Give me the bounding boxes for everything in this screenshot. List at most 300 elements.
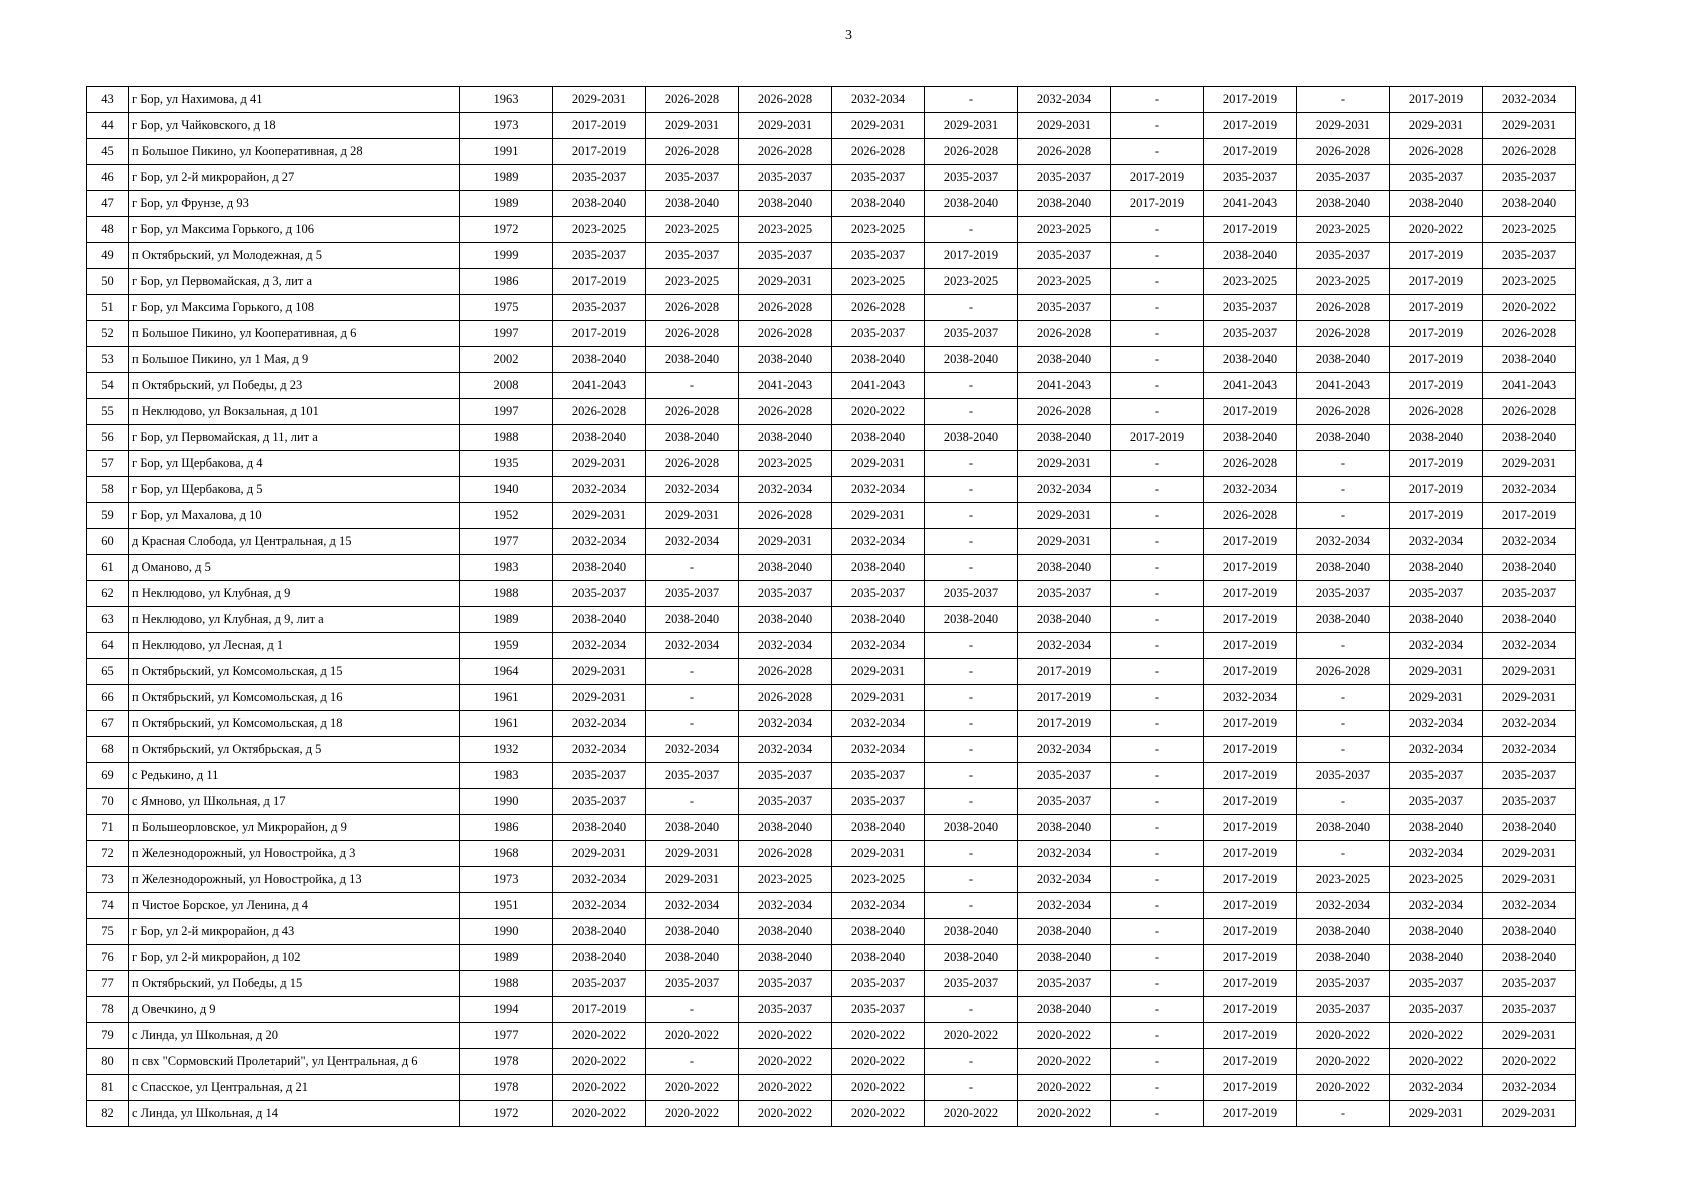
period-cell: 2032-2034 (553, 867, 646, 893)
period-cell: - (646, 373, 739, 399)
period-cell: - (1111, 87, 1204, 113)
period-cell: - (646, 555, 739, 581)
table-row (87, 893, 1576, 919)
period-cell: 2029-2031 (1483, 1023, 1576, 1049)
period-cell: 2026-2028 (1204, 503, 1297, 529)
period-cell: 2023-2025 (925, 269, 1018, 295)
row-number-cell: 56 (87, 425, 129, 451)
year-built-cell: 1999 (460, 243, 553, 269)
period-cell: 2041-2043 (1297, 373, 1390, 399)
period-cell: - (1297, 503, 1390, 529)
period-cell: 2035-2037 (553, 581, 646, 607)
period-cell: - (1297, 451, 1390, 477)
table-row (87, 1023, 1576, 1049)
period-cell: 2035-2037 (1018, 243, 1111, 269)
row-number-cell: 57 (87, 451, 129, 477)
address-cell: г Бор, ул Щербакова, д 5 (129, 477, 460, 503)
period-cell: 2029-2031 (1018, 503, 1111, 529)
period-cell: 2038-2040 (1018, 347, 1111, 373)
period-cell: - (925, 295, 1018, 321)
period-cell: 2017-2019 (1204, 893, 1297, 919)
address-cell: г Бор, ул 2-й микрорайон, д 102 (129, 945, 460, 971)
period-cell: 2038-2040 (646, 607, 739, 633)
period-cell: 2017-2019 (1204, 997, 1297, 1023)
period-cell: - (925, 867, 1018, 893)
table-row (87, 711, 1576, 737)
period-cell: - (1111, 217, 1204, 243)
period-cell: 2023-2025 (1297, 867, 1390, 893)
address-cell: д Оманово, д 5 (129, 555, 460, 581)
period-cell: 2035-2037 (925, 971, 1018, 997)
period-cell: 2032-2034 (553, 711, 646, 737)
year-built-cell: 1990 (460, 789, 553, 815)
period-cell: 2032-2034 (1018, 477, 1111, 503)
period-cell: 2023-2025 (1297, 269, 1390, 295)
period-cell: 2026-2028 (739, 295, 832, 321)
period-cell: 2017-2019 (1204, 87, 1297, 113)
row-number-cell: 44 (87, 113, 129, 139)
period-cell: 2038-2040 (1483, 191, 1576, 217)
year-built-cell: 1983 (460, 555, 553, 581)
period-cell: - (1111, 815, 1204, 841)
period-cell: 2032-2034 (739, 737, 832, 763)
period-cell: - (646, 659, 739, 685)
period-cell: - (1297, 87, 1390, 113)
period-cell: 2029-2031 (925, 113, 1018, 139)
period-cell: - (1111, 113, 1204, 139)
address-cell: г Бор, ул Чайковского, д 18 (129, 113, 460, 139)
period-cell: 2017-2019 (1204, 555, 1297, 581)
table-row (87, 919, 1576, 945)
period-cell: 2038-2040 (553, 347, 646, 373)
row-number-cell: 64 (87, 633, 129, 659)
period-cell: 2032-2034 (1390, 841, 1483, 867)
year-built-cell: 1940 (460, 477, 553, 503)
period-cell: 2032-2034 (646, 737, 739, 763)
period-cell: 2032-2034 (1390, 633, 1483, 659)
period-cell: 2038-2040 (1297, 919, 1390, 945)
period-cell: 2038-2040 (1297, 815, 1390, 841)
period-cell: 2032-2034 (1390, 737, 1483, 763)
address-cell: г Бор, ул Максима Горького, д 108 (129, 295, 460, 321)
table-row (87, 373, 1576, 399)
address-cell: г Бор, ул Фрунзе, д 93 (129, 191, 460, 217)
year-built-cell: 2002 (460, 347, 553, 373)
period-cell: 2032-2034 (646, 633, 739, 659)
period-cell: 2026-2028 (1297, 659, 1390, 685)
period-cell: 2038-2040 (925, 945, 1018, 971)
period-cell: 2032-2034 (832, 737, 925, 763)
period-cell: 2029-2031 (553, 659, 646, 685)
period-cell: 2035-2037 (1018, 763, 1111, 789)
period-cell: 2035-2037 (553, 789, 646, 815)
table-body (87, 87, 1576, 1127)
period-cell: 2020-2022 (1390, 217, 1483, 243)
period-cell: 2035-2037 (1390, 971, 1483, 997)
period-cell: - (1111, 789, 1204, 815)
period-cell: 2023-2025 (1018, 269, 1111, 295)
table-row (87, 763, 1576, 789)
address-cell: п Октябрьский, ул Победы, д 15 (129, 971, 460, 997)
period-cell: 2035-2037 (1018, 789, 1111, 815)
table-row (87, 191, 1576, 217)
period-cell: 2038-2040 (646, 191, 739, 217)
period-cell: 2038-2040 (553, 425, 646, 451)
schedule-table (86, 86, 1576, 1127)
period-cell: - (925, 633, 1018, 659)
period-cell: 2017-2019 (1204, 711, 1297, 737)
period-cell: 2035-2037 (1483, 763, 1576, 789)
period-cell: 2017-2019 (1390, 451, 1483, 477)
period-cell: 2029-2031 (646, 841, 739, 867)
period-cell: 2029-2031 (1390, 685, 1483, 711)
year-built-cell: 1952 (460, 503, 553, 529)
address-cell: с Линда, ул Школьная, д 14 (129, 1101, 460, 1127)
address-cell: п Октябрьский, ул Октябрьская, д 5 (129, 737, 460, 763)
period-cell: 2032-2034 (553, 529, 646, 555)
period-cell: 2035-2037 (553, 763, 646, 789)
period-cell: 2035-2037 (739, 789, 832, 815)
row-number-cell: 47 (87, 191, 129, 217)
period-cell: 2032-2034 (1390, 711, 1483, 737)
period-cell: 2017-2019 (1111, 191, 1204, 217)
period-cell: 2038-2040 (1483, 425, 1576, 451)
period-cell: 2038-2040 (646, 425, 739, 451)
period-cell: - (646, 1049, 739, 1075)
period-cell: - (1111, 1101, 1204, 1127)
period-cell: 2032-2034 (646, 477, 739, 503)
period-cell: - (925, 893, 1018, 919)
year-built-cell: 1973 (460, 867, 553, 893)
period-cell: 2038-2040 (646, 815, 739, 841)
period-cell: 2038-2040 (1390, 425, 1483, 451)
period-cell: 2035-2037 (1483, 581, 1576, 607)
period-cell: 2026-2028 (1018, 321, 1111, 347)
period-cell: 2032-2034 (1390, 1075, 1483, 1101)
row-number-cell: 53 (87, 347, 129, 373)
period-cell: 2032-2034 (1483, 711, 1576, 737)
period-cell: 2026-2028 (1297, 295, 1390, 321)
row-number-cell: 48 (87, 217, 129, 243)
row-number-cell: 50 (87, 269, 129, 295)
period-cell: 2035-2037 (553, 295, 646, 321)
period-cell: 2032-2034 (1018, 633, 1111, 659)
period-cell: 2023-2025 (1297, 217, 1390, 243)
period-cell: 2020-2022 (739, 1101, 832, 1127)
period-cell: 2023-2025 (1390, 867, 1483, 893)
period-cell: - (1297, 841, 1390, 867)
period-cell: 2032-2034 (1483, 529, 1576, 555)
period-cell: 2038-2040 (646, 347, 739, 373)
row-number-cell: 75 (87, 919, 129, 945)
period-cell: - (925, 997, 1018, 1023)
period-cell: 2035-2037 (1483, 971, 1576, 997)
period-cell: 2035-2037 (1390, 165, 1483, 191)
period-cell: 2023-2025 (646, 269, 739, 295)
table-row (87, 1075, 1576, 1101)
period-cell: - (925, 503, 1018, 529)
period-cell: 2017-2019 (1204, 607, 1297, 633)
period-cell: 2032-2034 (832, 893, 925, 919)
period-cell: 2026-2028 (739, 139, 832, 165)
row-number-cell: 78 (87, 997, 129, 1023)
period-cell: 2020-2022 (832, 1101, 925, 1127)
period-cell: 2020-2022 (832, 399, 925, 425)
period-cell: 2026-2028 (739, 399, 832, 425)
period-cell: 2038-2040 (832, 919, 925, 945)
period-cell: 2035-2037 (1018, 581, 1111, 607)
period-cell: 2029-2031 (646, 503, 739, 529)
period-cell: 2038-2040 (1483, 555, 1576, 581)
period-cell: 2035-2037 (832, 971, 925, 997)
period-cell: 2038-2040 (832, 815, 925, 841)
address-cell: п Октябрьский, ул Молодежная, д 5 (129, 243, 460, 269)
period-cell: 2026-2028 (646, 139, 739, 165)
period-cell: 2026-2028 (1297, 399, 1390, 425)
period-cell: 2032-2034 (1204, 685, 1297, 711)
row-number-cell: 51 (87, 295, 129, 321)
period-cell: - (1111, 945, 1204, 971)
row-number-cell: 62 (87, 581, 129, 607)
period-cell: 2035-2037 (646, 243, 739, 269)
period-cell: 2038-2040 (1204, 347, 1297, 373)
address-cell: с Ямново, ул Школьная, д 17 (129, 789, 460, 815)
period-cell: 2017-2019 (553, 321, 646, 347)
period-cell: 2029-2031 (646, 867, 739, 893)
period-cell: 2038-2040 (1018, 607, 1111, 633)
period-cell: 2035-2037 (1297, 997, 1390, 1023)
table-row (87, 399, 1576, 425)
address-cell: г Бор, ул Нахимова, д 41 (129, 87, 460, 113)
address-cell: п Октябрьский, ул Комсомольская, д 16 (129, 685, 460, 711)
period-cell: 2017-2019 (1204, 971, 1297, 997)
period-cell: 2032-2034 (1483, 633, 1576, 659)
period-cell: - (1111, 737, 1204, 763)
period-cell: 2038-2040 (553, 945, 646, 971)
period-cell: 2017-2019 (1018, 711, 1111, 737)
period-cell: - (925, 711, 1018, 737)
row-number-cell: 58 (87, 477, 129, 503)
year-built-cell: 1961 (460, 711, 553, 737)
period-cell: 2017-2019 (1204, 581, 1297, 607)
period-cell: 2029-2031 (832, 451, 925, 477)
period-cell: - (1111, 373, 1204, 399)
period-cell: 2017-2019 (1204, 867, 1297, 893)
period-cell: 2020-2022 (553, 1075, 646, 1101)
period-cell: 2038-2040 (1297, 425, 1390, 451)
address-cell: г Бор, ул Первомайская, д 11, лит а (129, 425, 460, 451)
period-cell: 2026-2028 (739, 841, 832, 867)
period-cell: 2026-2028 (646, 321, 739, 347)
period-cell: 2023-2025 (739, 867, 832, 893)
period-cell: - (925, 217, 1018, 243)
address-cell: г Бор, ул Махалова, д 10 (129, 503, 460, 529)
year-built-cell: 1997 (460, 321, 553, 347)
period-cell: 2038-2040 (739, 555, 832, 581)
row-number-cell: 61 (87, 555, 129, 581)
period-cell: 2023-2025 (739, 451, 832, 477)
period-cell: - (1111, 659, 1204, 685)
row-number-cell: 70 (87, 789, 129, 815)
year-built-cell: 1989 (460, 945, 553, 971)
period-cell: 2035-2037 (1483, 243, 1576, 269)
period-cell: 2035-2037 (553, 243, 646, 269)
period-cell: - (646, 997, 739, 1023)
table-row (87, 945, 1576, 971)
period-cell: 2029-2031 (553, 87, 646, 113)
period-cell: - (1297, 711, 1390, 737)
period-cell: 2029-2031 (1390, 659, 1483, 685)
period-cell: 2041-2043 (832, 373, 925, 399)
period-cell: 2035-2037 (832, 243, 925, 269)
year-built-cell: 2008 (460, 373, 553, 399)
period-cell: 2023-2025 (646, 217, 739, 243)
period-cell: 2035-2037 (739, 243, 832, 269)
row-number-cell: 46 (87, 165, 129, 191)
address-cell: д Красная Слобода, ул Центральная, д 15 (129, 529, 460, 555)
period-cell: - (1111, 711, 1204, 737)
period-cell: 2017-2019 (1204, 633, 1297, 659)
period-cell: 2032-2034 (1297, 529, 1390, 555)
period-cell: - (925, 789, 1018, 815)
period-cell: 2023-2025 (1483, 269, 1576, 295)
period-cell: 2032-2034 (1018, 841, 1111, 867)
period-cell: 2041-2043 (739, 373, 832, 399)
period-cell: 2032-2034 (646, 529, 739, 555)
period-cell: 2038-2040 (925, 607, 1018, 633)
table-row (87, 659, 1576, 685)
row-number-cell: 73 (87, 867, 129, 893)
period-cell: 2038-2040 (1390, 945, 1483, 971)
row-number-cell: 59 (87, 503, 129, 529)
table-row (87, 295, 1576, 321)
period-cell: - (1111, 139, 1204, 165)
period-cell: 2032-2034 (739, 477, 832, 503)
period-cell: 2035-2037 (646, 763, 739, 789)
period-cell: 2038-2040 (1390, 555, 1483, 581)
address-cell: п Большое Пикино, ул Кооперативная, д 28 (129, 139, 460, 165)
address-cell: п Большеорловское, ул Микрорайон, д 9 (129, 815, 460, 841)
period-cell: 2035-2037 (1018, 971, 1111, 997)
address-cell: п Железнодорожный, ул Новостройка, д 3 (129, 841, 460, 867)
period-cell: 2026-2028 (1483, 139, 1576, 165)
period-cell: 2029-2031 (1483, 659, 1576, 685)
address-cell: п Октябрьский, ул Победы, д 23 (129, 373, 460, 399)
period-cell: 2017-2019 (1204, 789, 1297, 815)
period-cell: 2038-2040 (1390, 815, 1483, 841)
period-cell: 2017-2019 (553, 113, 646, 139)
period-cell: 2035-2037 (739, 997, 832, 1023)
period-cell: 2032-2034 (832, 477, 925, 503)
table-row (87, 607, 1576, 633)
period-cell: 2038-2040 (1018, 425, 1111, 451)
period-cell: 2032-2034 (1483, 477, 1576, 503)
period-cell: - (1111, 529, 1204, 555)
period-cell: 2023-2025 (1018, 217, 1111, 243)
period-cell: 2038-2040 (646, 945, 739, 971)
period-cell: 2038-2040 (925, 815, 1018, 841)
period-cell: 2032-2034 (1297, 893, 1390, 919)
period-cell: 2020-2022 (1390, 1023, 1483, 1049)
address-cell: д Овечкино, д 9 (129, 997, 460, 1023)
year-built-cell: 1989 (460, 165, 553, 191)
period-cell: 2038-2040 (832, 425, 925, 451)
row-number-cell: 66 (87, 685, 129, 711)
period-cell: 2020-2022 (1483, 295, 1576, 321)
period-cell: 2038-2040 (1483, 815, 1576, 841)
period-cell: 2029-2031 (1483, 685, 1576, 711)
period-cell: 2020-2022 (646, 1075, 739, 1101)
address-cell: п свх "Сормовский Пролетарий", ул Центральная, д 6 (129, 1049, 460, 1075)
period-cell: 2041-2043 (1204, 373, 1297, 399)
address-cell: г Бор, ул Максима Горького, д 106 (129, 217, 460, 243)
address-cell: п Неклюдово, ул Клубная, д 9, лит а (129, 607, 460, 633)
period-cell: 2038-2040 (1297, 945, 1390, 971)
year-built-cell: 1983 (460, 763, 553, 789)
period-cell: - (1111, 399, 1204, 425)
period-cell: 2035-2037 (1390, 789, 1483, 815)
period-cell: 2017-2019 (1204, 841, 1297, 867)
period-cell: 2041-2043 (1018, 373, 1111, 399)
table-row (87, 217, 1576, 243)
row-number-cell: 55 (87, 399, 129, 425)
period-cell: 2026-2028 (1018, 399, 1111, 425)
period-cell: 2017-2019 (1204, 737, 1297, 763)
row-number-cell: 74 (87, 893, 129, 919)
period-cell: 2020-2022 (832, 1023, 925, 1049)
period-cell: - (925, 763, 1018, 789)
period-cell: 2035-2037 (1204, 321, 1297, 347)
period-cell: 2029-2031 (832, 503, 925, 529)
row-number-cell: 49 (87, 243, 129, 269)
period-cell: 2017-2019 (1018, 685, 1111, 711)
period-cell: 2038-2040 (1018, 191, 1111, 217)
period-cell: 2026-2028 (553, 399, 646, 425)
period-cell: 2038-2040 (1483, 607, 1576, 633)
period-cell: 2026-2028 (646, 87, 739, 113)
period-cell: 2026-2028 (739, 503, 832, 529)
period-cell: 2038-2040 (1018, 997, 1111, 1023)
period-cell: 2038-2040 (832, 347, 925, 373)
row-number-cell: 72 (87, 841, 129, 867)
period-cell: 2032-2034 (1390, 529, 1483, 555)
table-row (87, 971, 1576, 997)
page-number: 3 (845, 28, 852, 43)
row-number-cell: 60 (87, 529, 129, 555)
period-cell: 2029-2031 (553, 451, 646, 477)
year-built-cell: 1973 (460, 113, 553, 139)
period-cell: - (1111, 503, 1204, 529)
period-cell: 2032-2034 (1018, 87, 1111, 113)
period-cell: 2017-2019 (1390, 373, 1483, 399)
period-cell: 2017-2019 (1204, 815, 1297, 841)
address-cell: п Железнодорожный, ул Новостройка, д 13 (129, 867, 460, 893)
row-number-cell: 52 (87, 321, 129, 347)
period-cell: 2032-2034 (1018, 867, 1111, 893)
period-cell: 2035-2037 (1390, 997, 1483, 1023)
period-cell: 2038-2040 (832, 555, 925, 581)
table-row (87, 737, 1576, 763)
period-cell: - (925, 529, 1018, 555)
period-cell: 2032-2034 (553, 893, 646, 919)
period-cell: 2035-2037 (832, 581, 925, 607)
period-cell: - (1111, 893, 1204, 919)
period-cell: 2029-2031 (1297, 113, 1390, 139)
period-cell: 2017-2019 (1204, 217, 1297, 243)
period-cell: 2035-2037 (739, 971, 832, 997)
table-row (87, 321, 1576, 347)
period-cell: 2041-2043 (1204, 191, 1297, 217)
